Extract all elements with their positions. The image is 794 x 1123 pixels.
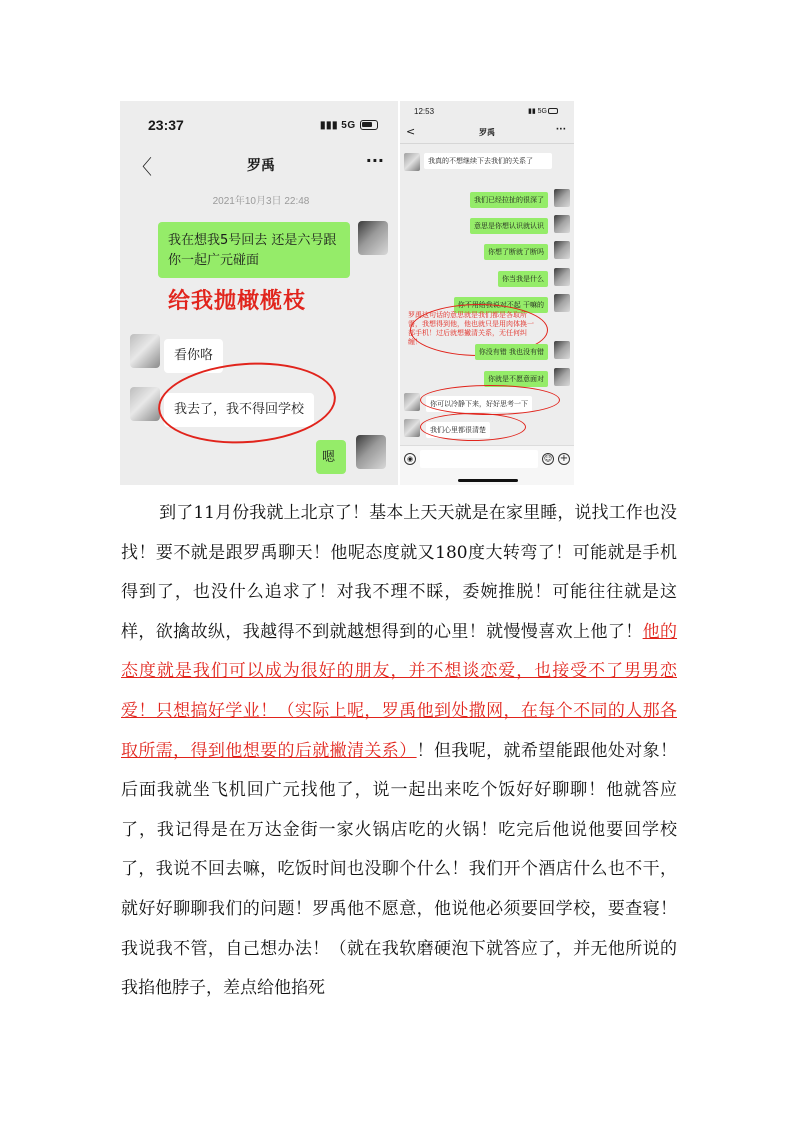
received-message: 你可以冷静下来，好好思考一下: [426, 396, 532, 412]
received-message: 我去了，我不得回学校: [164, 393, 314, 427]
back-icon[interactable]: 〈: [132, 155, 152, 179]
received-message: 看你咯: [164, 339, 223, 373]
sent-message: 我在想我5号回去 还是六号跟你一起广元碰面: [158, 222, 350, 278]
avatar: [554, 241, 570, 259]
avatar: [554, 368, 570, 386]
avatar: [554, 268, 570, 286]
message-input[interactable]: [420, 450, 538, 468]
avatar: [554, 341, 570, 359]
status-time: 23:37: [148, 117, 184, 133]
sent-message: 你不用给我说对不起 干嘛的: [454, 297, 548, 313]
avatar: [130, 387, 160, 421]
received-message: 我真的不想继续下去我们的关系了: [424, 153, 552, 169]
sent-message: 你就是不愿意面对: [484, 371, 548, 387]
highlighted-text: 他的态度就是我们可以成为很好的朋友，并不想谈恋爱，也接受不了男男恋爱！只想搞好学业！（实际上呢，罗禹他到处撒网，在每个不同的人那各取所需，得到他想要的后就撇清关系）: [121, 621, 678, 761]
status-time: 12:53: [414, 107, 435, 116]
contact-name: 罗禹: [479, 128, 495, 137]
header-divider: [400, 143, 574, 144]
paragraph-text: ！但我呢，就希望能跟他处对象！后面我就坐飞机回广元找他了，说一起出来吃个饭好好聊聊！他就答应了，我记得是在万达金街一家火锅店吃的火锅！吃完后他说他要回学校了，我说不回去嘛，吃饭时间也没聊个什么！我们开个酒店什么也不干，就好好聊聊我们的问题！罗禹他不愿意，他说他必须要回学校，要查寝！我说我不管，自己想办法！（就在我软磨硬泡下就答应了，并无他所说的我掐他脖子，差点给他掐死: [121, 740, 678, 999]
received-message: 我们心里都很清楚: [426, 422, 490, 438]
message-input-bar: [400, 445, 574, 485]
avatar: [358, 221, 388, 255]
status-bar: [120, 101, 402, 141]
avatar: [554, 215, 570, 233]
avatar: [130, 334, 160, 368]
chat-header: [120, 147, 402, 181]
annotation-circle: [420, 413, 526, 441]
battery-icon: [360, 120, 378, 130]
voice-icon[interactable]: ◉: [404, 453, 416, 465]
back-icon[interactable]: <: [406, 125, 416, 138]
chat-screenshot-1: [120, 101, 402, 485]
emoji-icon[interactable]: ☺: [543, 454, 553, 463]
message-timestamp: 2021年10月3日 22:48: [212, 196, 310, 207]
avatar: [404, 419, 420, 437]
avatar: [404, 393, 420, 411]
more-icon[interactable]: ···: [365, 151, 384, 170]
paragraph-text: 到了11月份我就上北京了！基本上天天就是在家里睡，说找工作也没找！要不就是跟罗禹聊天！他呢态度就又180度大转弯了！可能就是手机得到了，也没什么追求了！对我不理不睬，委婉推脱！可能往往就是这样，欲擒故纵，我越得不到就越想得到的心里！就慢慢喜欢上他了！: [121, 503, 677, 642]
network-label: 5G: [537, 108, 547, 115]
home-indicator: [458, 479, 518, 482]
avatar: [554, 294, 570, 312]
battery-icon: [548, 108, 558, 114]
signal-indicator: ▮▮ 5G: [528, 108, 547, 115]
sent-message: 意思是你想认识就认识: [470, 218, 548, 234]
annotation-text: 罗禹这句话的意思就是我们都是各取所需，我想得到他，他也就只是用肉体换一部手机！过后就想撇清关系，无任何纠缠！: [408, 311, 534, 346]
annotation-circle: [420, 385, 560, 415]
avatar: [554, 189, 570, 207]
sent-message: 我们已经拉扯的很深了: [470, 192, 548, 208]
more-icon[interactable]: ···: [555, 125, 566, 135]
sent-message: 你当我是什么: [498, 271, 548, 287]
signal-indicator: ▮▮▮ 5G: [320, 120, 356, 131]
sent-message: 你想了断就了断吗: [484, 244, 548, 260]
plus-icon[interactable]: +: [559, 453, 569, 464]
article-paragraph: [121, 494, 677, 1009]
contact-name: 罗禹: [247, 158, 275, 174]
avatar: [404, 153, 420, 171]
annotation-text: 给我抛橄榄枝: [168, 289, 307, 314]
sent-message: 嗯: [316, 440, 346, 474]
sent-message: 你没有错 我也没有错: [475, 344, 548, 360]
network-label: 5G: [341, 120, 356, 131]
avatar: [356, 435, 386, 469]
chat-screenshot-2: [398, 101, 574, 485]
